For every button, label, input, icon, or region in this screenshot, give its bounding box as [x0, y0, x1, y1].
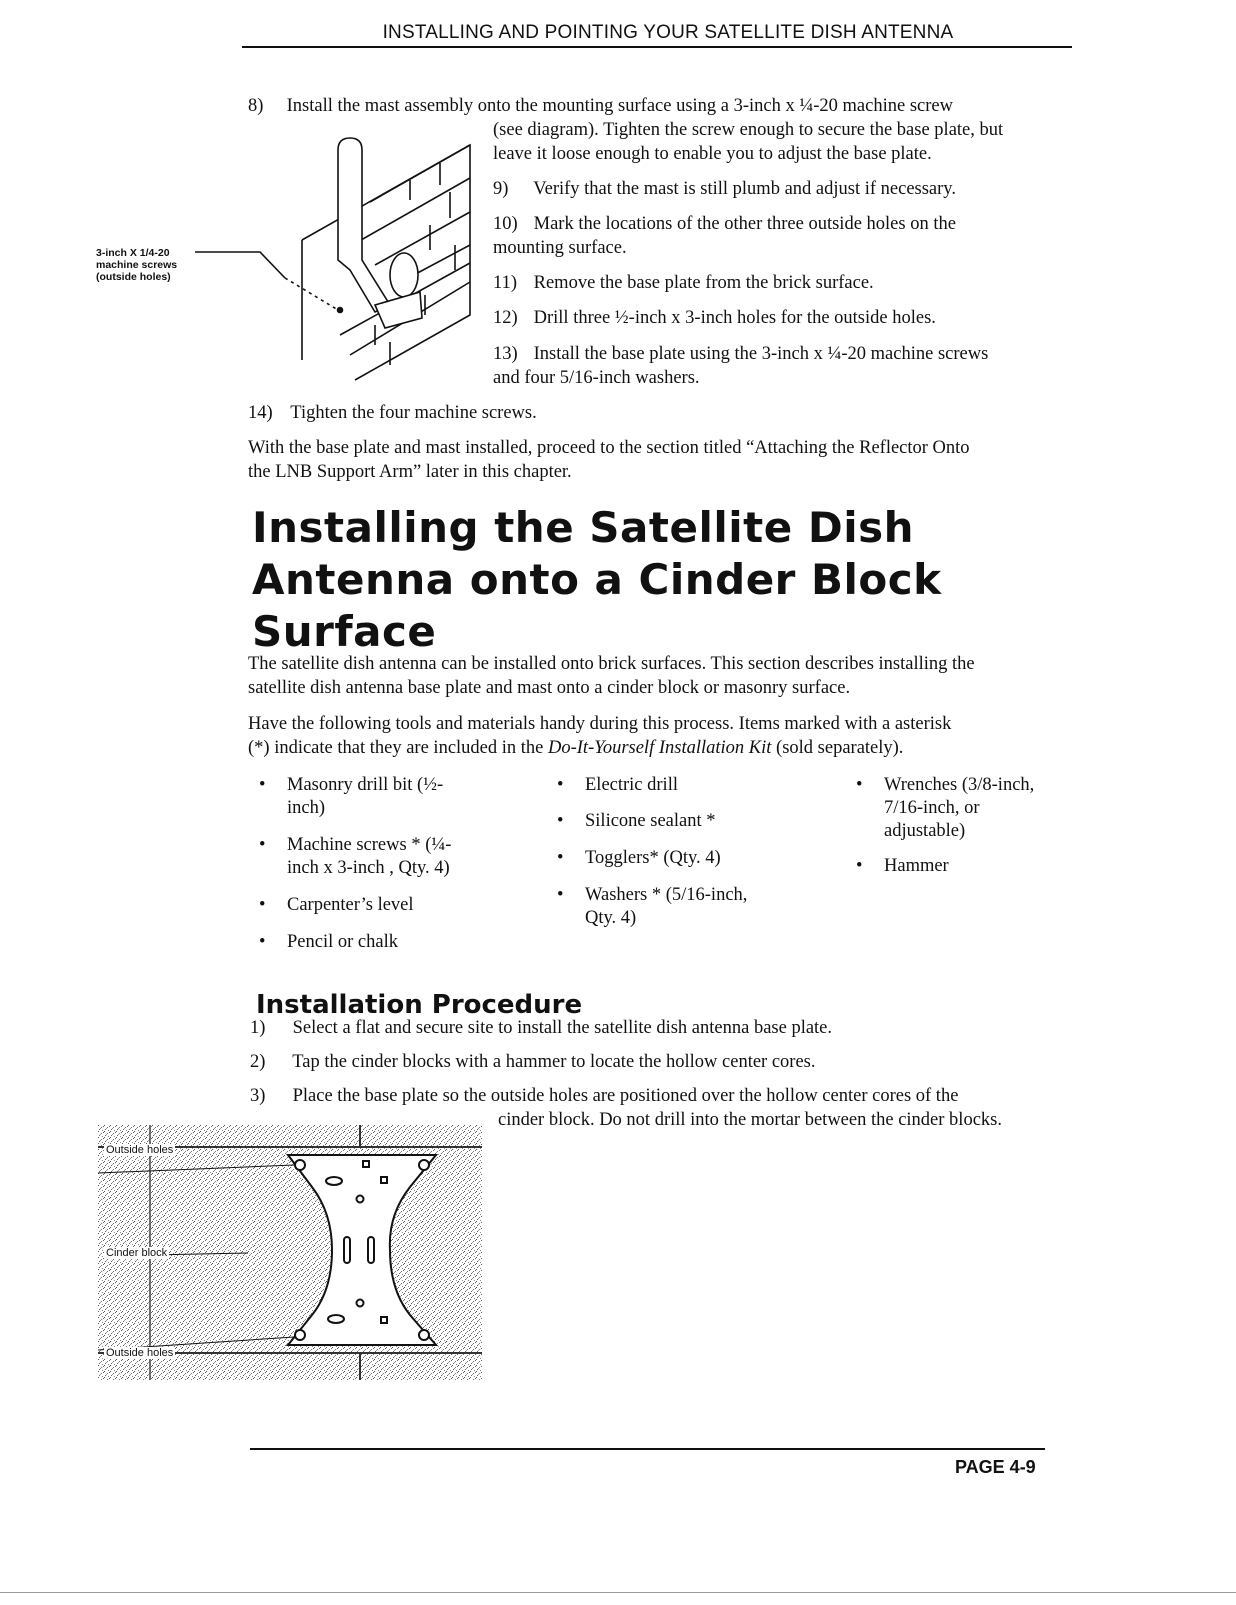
tool-text: Pencil or chalk: [287, 932, 398, 952]
footer-rule: [250, 1448, 1045, 1450]
tool-item: [259, 774, 444, 820]
mast-on-brick-diagram: [190, 130, 490, 390]
tool-item: [856, 855, 949, 878]
bullet-icon: •: [856, 856, 863, 876]
tool-text: Washers * (5/16-inch,: [585, 885, 748, 905]
bullet-icon: •: [557, 775, 564, 795]
tool-item: [856, 774, 1035, 843]
proceed-paragraph: [248, 436, 970, 484]
procedure-step-3-cont: cinder block. Do not drill into the mortar between the cinder blocks.: [498, 1110, 1002, 1130]
callout-line: 3-inch X 1/4-20: [96, 247, 170, 259]
step-8-cont-2: leave it loose enough to enable you to adjust the base plate.: [493, 144, 932, 164]
tool-text: Masonry drill bit (½-: [287, 775, 444, 795]
step-text: Drill three ½-inch x 3-inch holes for the outside holes.: [533, 308, 936, 328]
diagram-label-outside-holes-bottom: Outside holes: [106, 1347, 174, 1359]
tools-paragraph: [248, 712, 951, 760]
tool-item: [557, 774, 678, 797]
tool-text: Wrenches (3/8-inch,: [884, 775, 1035, 795]
tool-text: Electric drill: [585, 775, 678, 795]
bullet-icon: •: [557, 848, 564, 868]
step-number: 11): [493, 273, 517, 293]
step-text: Select a flat and secure site to install the satellite dish antenna base plate.: [292, 1018, 833, 1038]
bullet-icon: •: [557, 885, 564, 905]
step-9: [493, 177, 956, 201]
step-14: [248, 401, 537, 425]
step-number: 2): [250, 1052, 266, 1072]
tool-text: Silicone sealant *: [585, 811, 716, 831]
bullet-icon: •: [259, 932, 266, 952]
tool-text: Machine screws * (¼-: [287, 835, 452, 855]
tool-text: inch): [287, 798, 326, 818]
tool-item: [259, 834, 452, 880]
paragraph-line: [248, 736, 951, 760]
tool-item: [557, 884, 748, 930]
step-10: [493, 212, 956, 236]
bullet-icon: •: [259, 775, 266, 795]
tool-text: Togglers* (Qty. 4): [585, 848, 721, 868]
paragraph-line: Have the following tools and materials handy during this process. Items marked with a asterisk: [248, 714, 952, 734]
tool-item: [557, 847, 721, 870]
bullet-icon: •: [259, 835, 266, 855]
procedure-step-3: [250, 1084, 958, 1108]
step-number: 8): [248, 96, 264, 116]
mast-diagram-callout: [96, 247, 177, 283]
step-text: Place the base plate so the outside holes are positioned over the hollow center cores of the: [292, 1086, 959, 1106]
tool-text: Hammer: [884, 856, 949, 876]
bullet-icon: •: [259, 895, 266, 915]
paragraph-line: With the base plate and mast installed, proceed to the section titled “Attaching the Reflector Onto: [248, 438, 970, 458]
step-number: 3): [250, 1086, 266, 1106]
step-13: [493, 342, 988, 366]
step-number: 14): [248, 403, 273, 423]
bullet-icon: •: [856, 775, 863, 795]
title-line: Surface: [252, 607, 437, 656]
diagram-label-cinder-block: Cinder block: [106, 1247, 168, 1259]
step-11: [493, 271, 874, 295]
paragraph-line: The satellite dish antenna can be installed onto brick surfaces. This section describes installing the: [248, 654, 975, 674]
step-text: Verify that the mast is still plumb and adjust if necessary.: [533, 179, 956, 199]
paragraph-line: satellite dish antenna base plate and mast onto a cinder block or masonry surface.: [248, 678, 851, 698]
kit-name: Do-It-Yourself Installation Kit: [548, 738, 772, 758]
step-text: Install the mast assembly onto the mounting surface using a 3-inch x ¼-20 machine screw: [286, 96, 953, 116]
step-number: 1): [250, 1018, 266, 1038]
section-title: [252, 502, 1132, 658]
page-number: PAGE 4-9: [955, 1457, 1036, 1477]
step-text: Tap the cinder blocks with a hammer to locate the hollow center cores.: [292, 1052, 816, 1072]
step-text: Install the base plate using the 3-inch x ¼-20 machine screws: [533, 344, 989, 364]
tool-item: [259, 894, 414, 917]
bullet-icon: •: [557, 811, 564, 831]
step-12: [493, 306, 936, 330]
step-number: 12): [493, 308, 518, 328]
step-13-cont: and four 5/16-inch washers.: [493, 368, 700, 388]
tool-text: Qty. 4): [585, 908, 637, 928]
paragraph-text: (*) indicate that they are included in the: [248, 738, 548, 758]
title-line: Antenna onto a Cinder Block: [252, 555, 942, 604]
step-number: 13): [493, 344, 518, 364]
step-number: 10): [493, 214, 518, 234]
step-8-cont-1: (see diagram). Tighten the screw enough to secure the base plate, but: [493, 120, 1004, 140]
callout-line: machine screws: [96, 259, 178, 271]
step-text: Mark the locations of the other three outside holes on the: [533, 214, 956, 234]
procedure-step-1: [250, 1016, 832, 1040]
step-8: [248, 94, 1148, 118]
step-10-cont: mounting surface.: [493, 238, 627, 258]
bottom-edge-rule: [0, 1592, 1236, 1593]
step-number: 9): [493, 179, 509, 199]
paragraph-line: the LNB Support Arm” later in this chapter.: [248, 462, 572, 482]
step-text: Remove the base plate from the brick surface.: [533, 273, 874, 293]
step-text: Tighten the four machine screws.: [290, 403, 537, 423]
intro-paragraph: [248, 652, 975, 700]
title-line: Installing the Satellite Dish: [252, 503, 914, 552]
tool-text: inch x 3-inch , Qty. 4): [287, 858, 450, 878]
tool-item: [557, 810, 716, 833]
procedure-heading: Installation Procedure: [256, 990, 583, 1020]
tool-text: 7/16-inch, or: [884, 798, 980, 818]
tool-item: [259, 931, 398, 954]
header-rule: [242, 46, 1072, 48]
procedure-step-2: [250, 1050, 816, 1074]
callout-line: (outside holes): [96, 271, 171, 283]
paragraph-text: (sold separately).: [771, 738, 904, 758]
tool-text: Carpenter’s level: [287, 895, 414, 915]
page-header-title: INSTALLING AND POINTING YOUR SATELLITE DISH ANTENNA: [382, 22, 954, 43]
diagram-label-outside-holes-top: Outside holes: [106, 1144, 174, 1156]
tool-text: adjustable): [884, 821, 966, 841]
